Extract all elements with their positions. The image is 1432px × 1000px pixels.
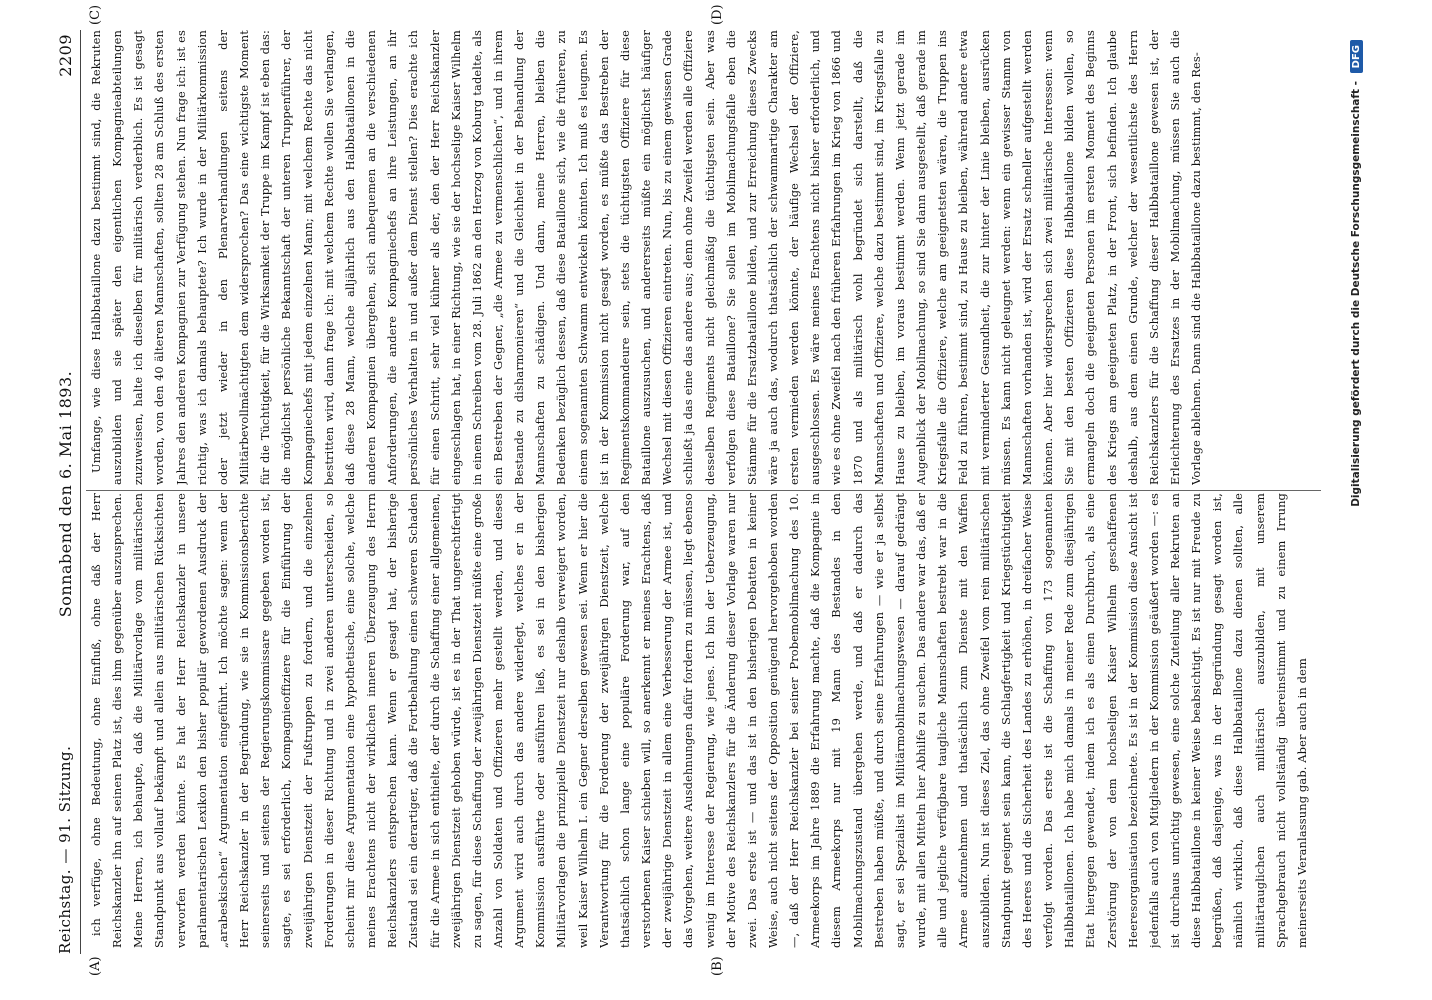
- margin-marker-a: (A): [88, 956, 103, 976]
- dfg-logo: DFG: [1350, 40, 1363, 73]
- header-date: Sonnabend den 6. Mai 1893.: [56, 370, 75, 618]
- margin-marker-b: (B): [710, 956, 725, 976]
- page-number: 2209: [56, 34, 75, 77]
- page-header: [52, 34, 80, 954]
- margin-marker-c: (C): [88, 4, 103, 25]
- header-rule: [80, 30, 81, 954]
- digitization-credit: [1350, 40, 1390, 960]
- text-column-right: [86, 30, 1321, 485]
- column-divider: [86, 490, 1321, 491]
- column-left-text: ich verfüge, ohne Bedeutung, ohne Einfluß, ohne daß der Herr Reichskanzler ihn auf seinen Platz ist, dies ihm gegenüber auszusprechen. Meine Herren, ich behaupte, daß die Militärvorlage vom militärischen Standpunkt aus vollauf bekämpft und allein aus militärischen Rücksichten verworfen werden könnte. Es hat der Herr Reichskanzler in unsere parlamentarischen Lexikon den bisher populär gewordenen Ausdruck der „arabeskischen“ Argumentation eingeführt. Ich möchte sagen: wenn der Herr Reichskanzler in der Begründung, wie sie in Kommissionsberichte seinerseits und seitens der Regierungskommissare gegeben worden ist, sagte, es sei erforderlich, Kompagnieoffiziere für die Einführung der zweijährigen Dienstzeit der Fußtruppen zu fordern, und die einzelnen Forderungen in dieser Richtung und in zwei anderen unterscheiden, so scheint mir diese Argumentation eine hypothetische, eine solche, welche meines Erachtens nicht der wirklichen inneren Überzeugung des Herrn Reichskanzlers entsprechen kann. Wenn er gesagt hat, der bisherige Zustand sei ein derartiger, daß die Fortbehaltung einen schweren Schaden für die Armee in sich enthielte, der durch die Schaffung einer allgemeinen, zweijährigen Dienstzeit gehoben würde, ist es in der That ungerechtfertigt zu sagen, für diese Schaffung der zweijährigen Dienstzeit müßte eine große Anzahl von Soldaten und Offizieren mehr gestellt werden, und dieses Argument wird auch durch das andere widerlegt, welches er in der Kommission ausführte oder ausführen ließ, es sei in den bisherigen Militärvorlagen die prinzipielle Dienstzeit nur deshalb verweigert worden, weil Kaiser Wilhelm I. ein Gegner derselben gewesen sei. Wenn er hier die Verantwortung für die Forderung der zweijährigen Dienstzeit, welche thatsächlich schon lange eine populäre Forderung war, auf den verstorbenen Kaiser schieben will, so anerkennt er meines Erachtens, daß der zweijährige Dienstzeit in allem eine Verbesserung der Armee ist, und das Vorgehen, weitere Ausdehnungen dafür fordern zu müssen, liegt ebenso wenig im Interesse der Regierung, wie jenes. Ich bin der Ueberzeugung, der Motive des Reichskanzlers für die Änderung dieser Vorlage waren nur zwei. Das erste ist — und das ist in den bisherigen Debatten in keiner Weise, auch nicht seitens der Opposition genügend hervorgehoben worden —, daß der Herr Reichskanzler bei seiner Probemobilmachung des 10. Armeekorps im Jahre 1889 die Erfahrung machte, daß die Kompagnie in diesem Armeekorps nur mit 19 Mann des Bestandes in den Mobilmachungszustand übergehen werde, und daß er dadurch das Bestreben haben müßte, und durch seine Erfahrungen — wie er ja selbst sagt, er sei Spezialist im Militärmobilmachungswesen — darauf gedrängt wurde, mit allen Mitteln hier Abhilfe zu suchen. Das andere war das, daß er alle und jegliche verfügbare taugliche Mannschaften bestrebt war in die Armee aufzunehmen und thatsächlich zum Dienste mit den Waffen auszubilden. Nun ist dieses Ziel, das ohne Zweifel vom rein militärischen Standpunkt geeignet sein kann, die Schlagfertigkeit und Kriegstüchtigkeit des Heeres und die Sicherheit des Landes zu erhöhen, in dreifacher Weise verfolgt worden. Das erste ist die Schaffung von 173 sogenannten Halbbataillonen. Ich habe mich damals in meiner Rede zum diesjährigen Etat hiergegen gewendet, indem ich es als einen Durchbruch, als eine Zerstörung der von dem hochseligen Kaiser Wilhelm geschaffenen Heeresorganisation bezeichnete. Es ist in der Kommission diese Ansicht ist jedenfalls auch von Mitgliedern in der Kommission geäußert worden —: es ist durchaus unrichtig gewesen, eine solche Zuteilung aller Rekruten an diese Halbbataillone in keiner Weise beabsichtigt. Es ist nur mit Freude zu begrüßen, daß dasjenige, was in der Begründung gesagt worden ist, nämlich wirklich, daß diese Halbbataillone dazu dienen sollten, alle militärtauglichen auch militärisch auszubilden, mit unserem Sprachgebrauch nicht vollständig übereinstimmt und zu einem Irrung meinerseits Veranlassung gab. Aber auch in dem: [89, 493, 1309, 948]
- header-session: Reichstag. — 91. Sitzung.: [56, 745, 74, 954]
- text-column-left: [86, 493, 1321, 948]
- column-right-text: Umfange, wie diese Halbbataillone dazu bestimmt sind, die Rekruten auszubilden und sie später den eigentlichen Kompagnieabteilungen zuzuweisen, halte ich dieselben für militärisch verderblich. Es ist gesagt worden, von den 40 älteren Mannschaften, sollten 28 am Schluß des ersten Jahres den anderen Kompagnien zur Verfügung stehen. Nun frage ich: ist es richtig, was ich damals behauptete? Ich wurde in der Militärkommission oder jetzt wieder in den Plenarverhandlungen seitens der Militärbevollmächtigten dem widersprochen? Das eine wichtigste Moment für die Tüchtigkeit, für die Wirksamkeit der Truppe im Kampf ist eben das: die möglichst persönliche Bekanntschaft der unteren Truppenführer, der Kompagniechefs mit jedem einzelnen Mann; mit welchem Rechte das nicht bestritten wird, dann frage ich: mit welchem Rechte wollen Sie verlangen, daß diese 28 Mann, welche alljährlich aus den Halbbataillonen in die anderen Kompagnien übergehen, sich anbequemen an die verschiedenen Anforderungen, die andere Kompagniechefs an ihre Leistungen, an ihr persönliches Verhalten in und außer dem Dienst stellen? Dies erachte ich für einen Schritt, sehr viel kühner als der, den der Herr Reichskanzler eingeschlagen hat, in einer Richtung, wie sie der hochselige Kaiser Wilhelm in einem Schreiben vom 28. Juli 1862 an den Herzog von Koburg tadelte, als ein Bestreben der Gegner, „die Armee zu vermenschlichen“, und in ihrem Bestande zu disharmonieren“ und die Gleichheit in der Behandlung der Mannschaften zu schädigen. Und dann, meine Herren, bleiben die Bedenken bezüglich dessen, daß diese Bataillone sich, wie die früheren, zu einem sogenannten Schwamm entwickeln könnten. Ich muß es leugnen. Es ist in der Kommission nicht gesagt worden, es müßte das Bestreben der Regimentskommandeure sein, stets die tüchtigsten Offiziere für diese Bataillone auszusuchen, und andererseits müßte ein möglichst häufiger Wechsel mit diesen Offizieren eintreten. Nun, bis zu einem gewissen Grade schließt ja das eine das andere aus; denn ohne Zweifel werden alle Offiziere desselben Regiments nicht gleichmäßig die tüchtigsten sein. Aber was verfolgen diese Bataillone? Sie sollen im Mobilmachungsfalle eben die Stämme für die Ersatzbataillone bilden, und zur Erreichung dieses Zwecks wäre ja auch das, wodurch thatsächlich der schwammartige Charakter am ersten vermieden werden könnte, der häufige Wechsel der Offiziere, ausgeschlossen. Es wäre meines Erachtens nicht bisher erforderlich, und wie es ohne Zweifel nach den früheren Erfahrungen im Krieg von 1866 und 1870 und als militärisch wohl begründet sich darstellt, daß die Mannschaften und Offiziere, welche dazu bestimmt sind, im Kriegsfalle zu Hause zu bleiben, im voraus bestimmt werden. Wenn jetzt gerade im Augenblick der Mobilmachung, so sind Sie dann ausgestellt, daß gerade im Kriegsfalle die Offiziere, welche am geeignetsten wären, die Truppen ins Feld zu führen, bestimmt sind, zu Hause zu bleiben, während andere etwa mit verminderter Gesundheit, die zur hinter der Linie bleiben, ausrücken müssen. Es kann nicht geleugnet werden: wenn ein gewisser Stamm von Mannschaften vorhanden ist, wird der Ersatz schneller aufgestellt werden können. Aber hier widersprechen sich zwei militärische Interessen: wenn Sie mit den besten Offizieren diese Halbbataillone bilden wollen, so ermangeln doch die geeigneten Personen im ersten Moment des Beginns des Kriegs am geeigneten Platz, in der Front, sich befinden. Ich glaube deshalb, aus dem einen Grunde, welcher der wesentlichste des Herrn Reichskanzlers für die Schaffung dieser Halbbataillone gewesen ist, der Erleichterung des Ersatzes in der Mobilmachung, müssen Sie auch die Vorlage ablehnen. Dann sind die Halbbataillone dazu bestimmt, den Res-: [89, 30, 1204, 485]
- margin-marker-d: (D): [710, 4, 725, 25]
- credit-text: Digitalisierung gefördert durch die Deutsche Forschungsgemeinschaft -: [1350, 81, 1362, 507]
